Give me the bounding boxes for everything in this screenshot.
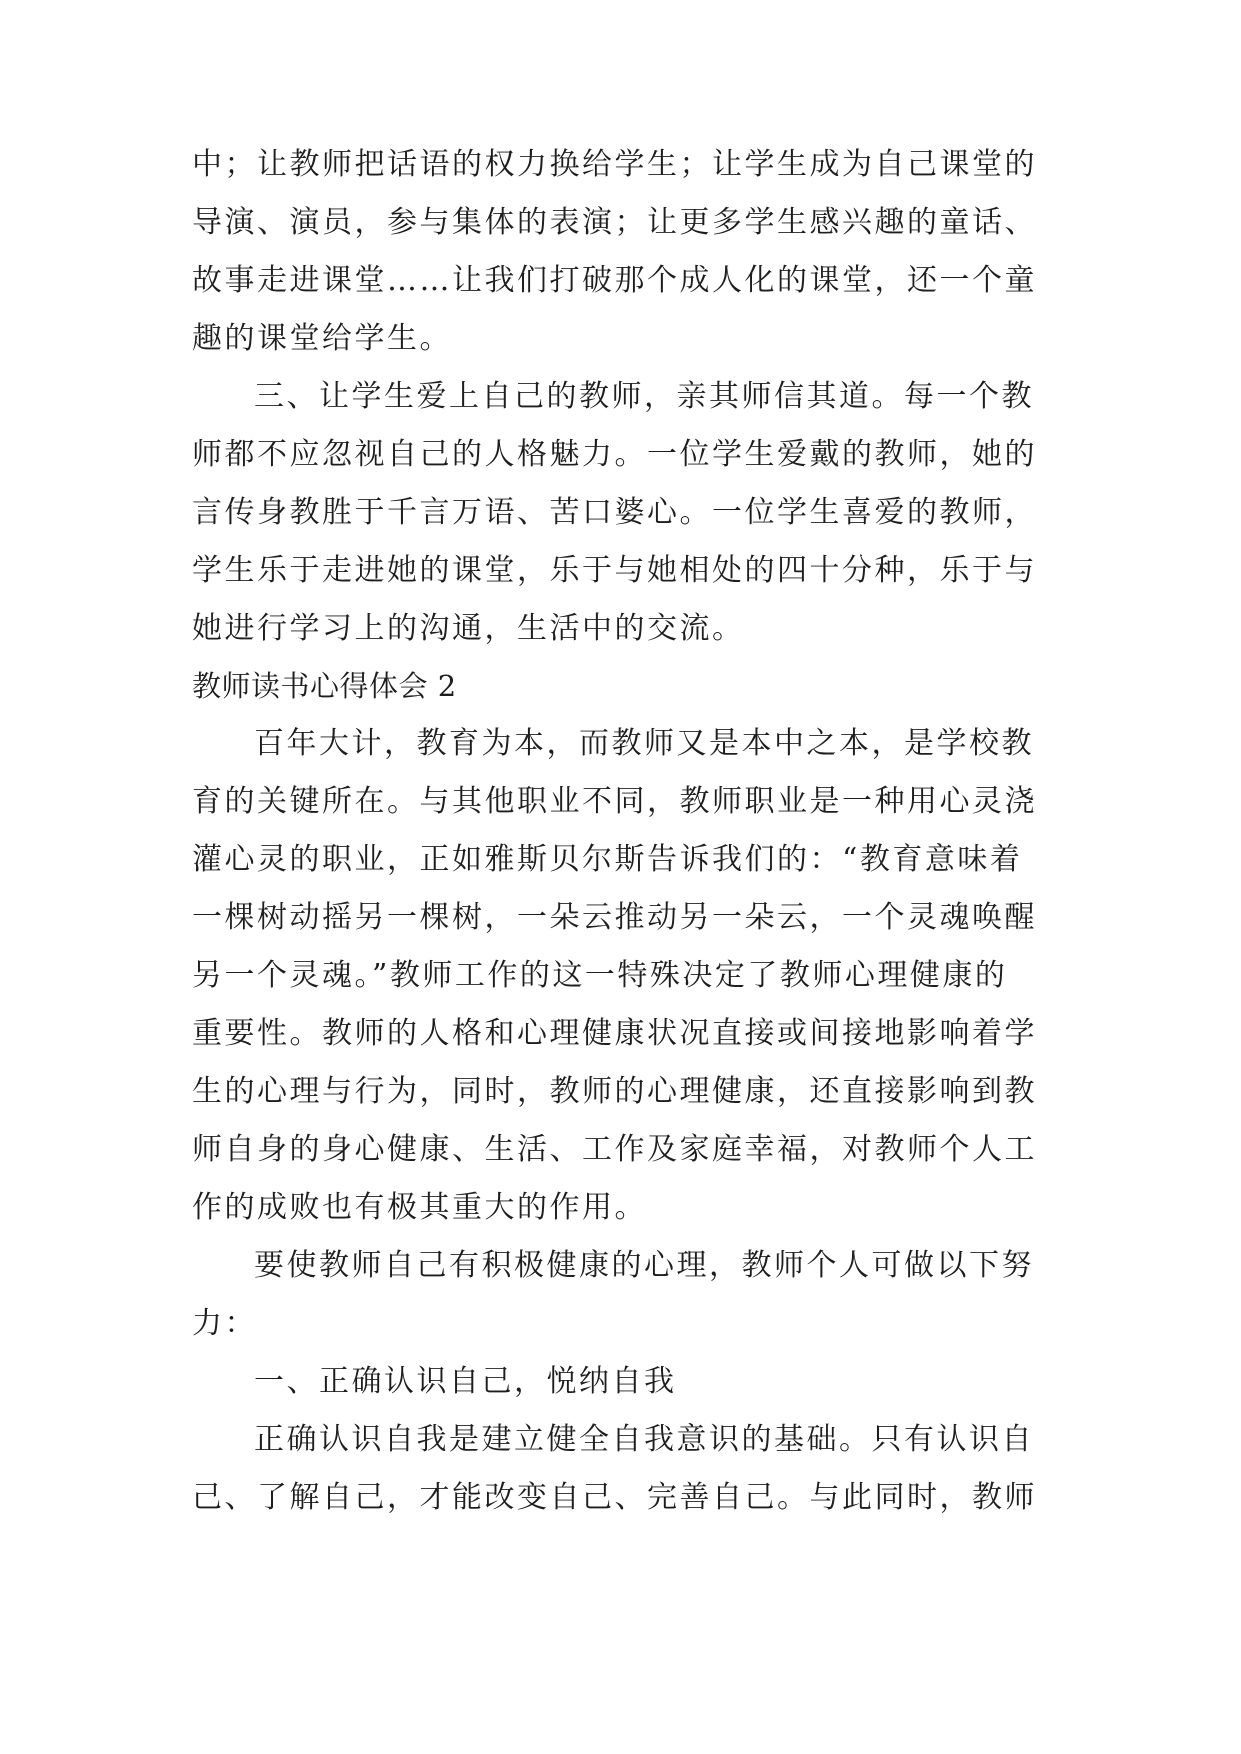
paragraph-line: 作的成败也有极其重大的作用。 (192, 1190, 647, 1225)
paragraph-line: 一棵树动摇另一棵树，一朵云推动另一朵云，一个灵魂唤醒 (192, 900, 1037, 935)
paragraph-line: 力： (192, 1306, 257, 1341)
section-heading: 教师读书心得体会 2 (192, 669, 457, 703)
paragraph-line: 要使教师自己有积极健康的心理，教师个人可做以下努 (254, 1248, 1034, 1283)
paragraph-line: 故事走进课堂……让我们打破那个成人化的课堂，还一个童 (192, 263, 1037, 298)
paragraph-line: 学生乐于走进她的课堂，乐于与她相处的四十分种，乐于与 (192, 553, 1037, 588)
paragraph-line: 己、了解自己，才能改变自己、完善自己。与此同时，教师 (192, 1480, 1037, 1515)
paragraph-line: 育的关键所在。与其他职业不同，教师职业是一种用心灵浇 (192, 784, 1037, 819)
paragraph-line: 三、让学生爱上自己的教师，亲其师信其道。每一个教 (254, 379, 1034, 414)
paragraph-line: 她进行学习上的沟通，生活中的交流。 (192, 611, 745, 646)
paragraph-line: 言传身教胜于千言万语、苦口婆心。一位学生喜爱的教师， (192, 495, 1037, 530)
subsection-heading: 一、正确认识自己，悦纳自我 (254, 1364, 677, 1399)
paragraph-line: 百年大计，教育为本，而教师又是本中之本，是学校教 (254, 726, 1034, 761)
paragraph-line: 中；让教师把话语的权力换给学生；让学生成为自己课堂的 (192, 147, 1037, 182)
paragraph-line: 另一个灵魂。”教师工作的这一特殊决定了教师心理健康的 (192, 958, 1008, 993)
paragraph-line: 师都不应忽视自己的人格魅力。一位学生爱戴的教师，她的 (192, 437, 1037, 472)
paragraph-line: 灌心灵的职业，正如雅斯贝尔斯告诉我们的：“教育意味着 (192, 842, 1023, 877)
paragraph-line: 导演、演员，参与集体的表演；让更多学生感兴趣的童话、 (192, 205, 1037, 240)
paragraph-line: 正确认识自我是建立健全自我意识的基础。只有认识自 (254, 1422, 1034, 1457)
paragraph-line: 趣的课堂给学生。 (192, 321, 452, 356)
paragraph-line: 生的心理与行为，同时，教师的心理健康，还直接影响到教 (192, 1074, 1037, 1109)
paragraph-line: 重要性。教师的人格和心理健康状况直接或间接地影响着学 (192, 1016, 1037, 1051)
paragraph-line: 师自身的身心健康、生活、工作及家庭幸福，对教师个人工 (192, 1132, 1037, 1167)
